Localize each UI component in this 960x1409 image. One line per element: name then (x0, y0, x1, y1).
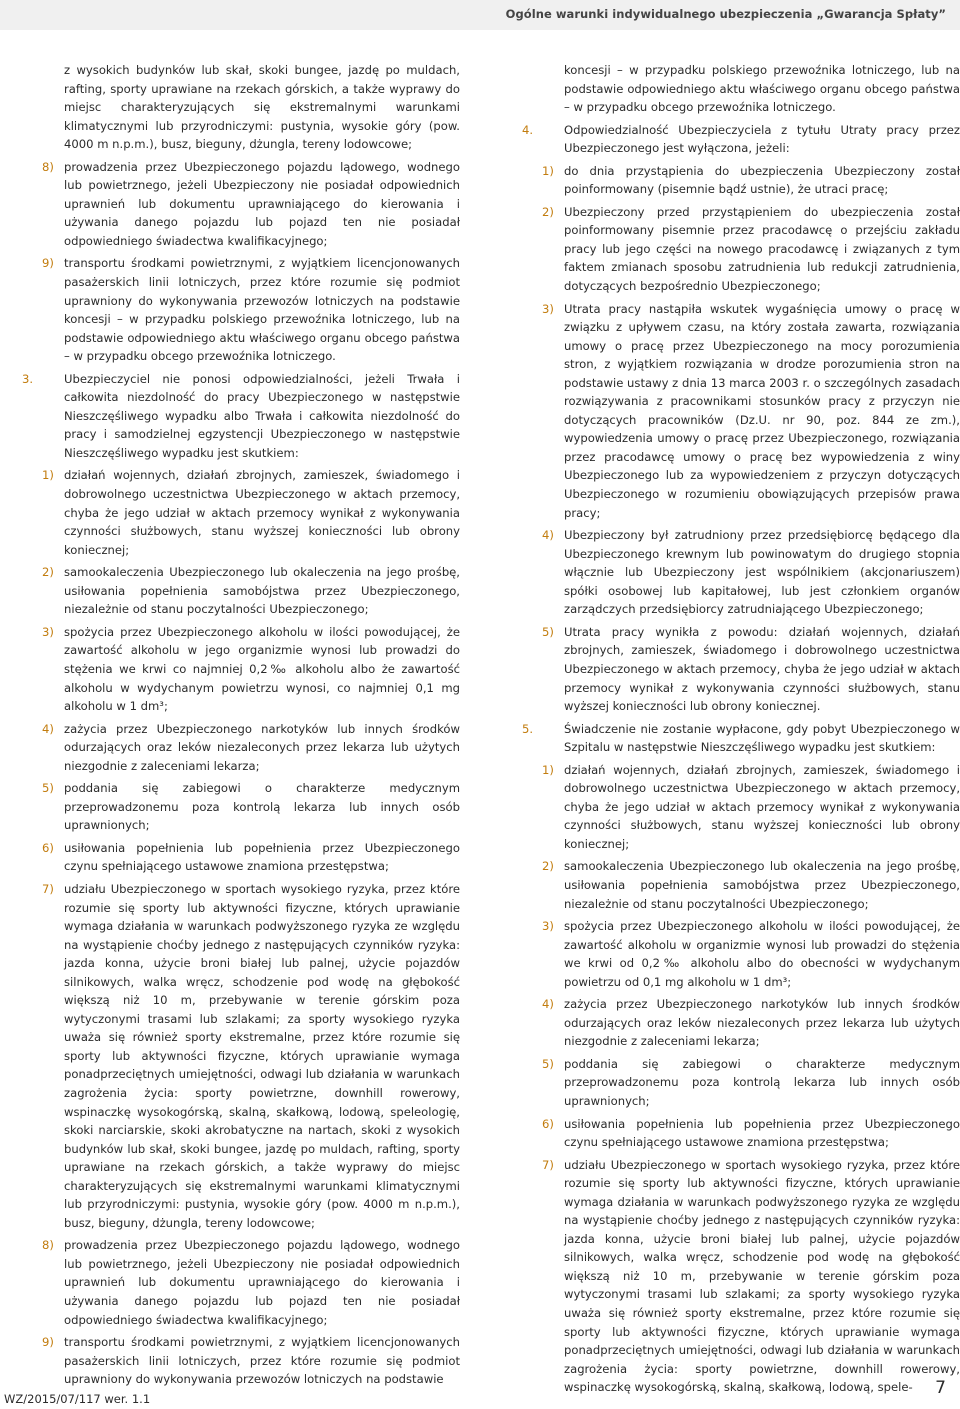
item-text: Utrata pracy wynikła z powodu: działań wojennych, działań zbrojnych, zamieszek, świadomego i dobrowolnego uczestnictwa Ubezpieczonego w aktach przemocy, chyba że jego udział w aktach przemocy wynikał z wykonywania czynności służbowych, stanu wyższej konieczności lub obrony koniecznej. (564, 624, 960, 714)
section-4 (522, 121, 960, 158)
document-title: Ogólne warunki indywidualnego ubezpieczenia „Gwarancja Spłaty” (505, 7, 946, 21)
section-5 (522, 720, 960, 757)
item-text: Utrata pracy nastąpiła wskutek wygaśnięcia umowy o pracę w związku z upływem czasu, na który została zawarta, rozwiązania umowy o pracę przez Ubezpieczonego na mocy porozumienia stron, z wyjątkiem rozwiązania w drodze porozumienia stron na podstawie ustawy z dnia 13 marca 2003 r. o szczególnych zasadach rozwiązywania z pracownikami stosunków pracy z przyczyn nie dotyczących pracowników (Dz.U. nr 90, poz. 844 ze zm.), wypowiedzenia umowy o pracę przez Ubezpieczonego, rozwiązania przez pracodawcę umowy o pracę bez wypowiedzenia z winy Ubezpieczonego lub za wypowiedzeniem z przyczyn dotyczących Ubezpieczonego w rozumieniu obowiązujących przepisów prawa pracy; (564, 301, 960, 520)
item-number: 2) (542, 859, 554, 874)
item-text: spożycia przez Ubezpieczonego alkoholu w ilości powodującej, że zawartość alkoholu w organizmie wynosi lub prowadzi do stężenia we krwi od 0,2‰ alkoholu albo do obecności w wydychanym powietrzu od 0,1 mg alkoholu w 1 dm³; (564, 919, 960, 989)
list-item (42, 254, 460, 365)
item-text: Ubezpieczony był zatrudniony przez przedsiębiorcę będącego dla Ubezpieczonego krewnym lub powinowatym do drugiego stopnia włącznie lub Ubezpieczony jest wspólnikiem (akcjonariuszem) spółki osobowej lub kapitałowej, lub jest członkiem organów zarządczych przedsiębiorcy zatrudniającego Ubezpieczonego; (564, 528, 960, 617)
page-number: 7 (935, 1378, 946, 1398)
section-number: 4. (522, 122, 534, 137)
item-text: udziału Ubezpieczonego w sportach wysokiego ryzyka, przez które rozumie się sporty lub aktywności fizyczne, których uprawianie wymaga działania w warunkach podwyższonego ryzyka ze względu na wystąpienie choćby jednego z następujących czynników ryzyka: jazda konna, użycie broni białej lub palnej, użycie pojazdów silnikowych, walka wręcz, schodzenie pod wodę na głębokość większą niż 10 m, przebywanie w terenie górskim poza wytyczonymi trasami lub szlakami; za sporty wysokiego ryzyka uważa się również sporty ekstremalne, przez które rozumie się sporty lub aktywności fizyczne, których uprawianie wymaga ponadprzeciętnych umiejętności, odwagi lub działania w warunkach zagrożenia życia: sporty powietrzne, downhill rowerowy, wspinaczkę wysokogórską, skalną, skałkową, lodową, speleologię, skoki narciarskie, skoki akrobatyczne na nartach, skoki z wysokich budynków lub skał, skoki bungee, jazdę po muldach, rafting, sporty uprawiane na rzekach górskich, a także wyprawy do miejsc charakteryzujących się ekstremalnymi warunkami klimatycznymi lub przyrodniczymi: pustynia, wysokie góry (pow. 4000 m n.p.m.), busz, bieguny, dżungla, tereny lodowcowe; (64, 881, 460, 1230)
list-item (542, 917, 960, 991)
item-text: prowadzenia przez Ubezpieczonego pojazdu lądowego, wodnego lub powietrznego, jeżeli Ubezpieczony nie posiadał odpowiednich uprawnień lub dokumentu uprawniającego do kierowania i używania danego pojazdu lub pojazd ten nie posiadał odpowiedniego świadectwa kwalifikacyjnego; (64, 1238, 460, 1327)
section-intro: Świadczenie nie zostanie wypłacone, gdy pobyt Ubezpieczonego w Szpitalu w następstwie Nieszczęśliwego wypadku jest skutkiem: (564, 721, 960, 755)
left-column (22, 61, 460, 1393)
list-item (542, 857, 960, 913)
list-item (42, 1333, 460, 1389)
item-text: transportu środkami powietrznymi, z wyjątkiem licencjonowanych pasażerskich linii lotniczych, przez które rozumie się podmiot uprawniony do wykonywania przewozów lotniczych na podstawie koncesji – w przypadku polskiego przewoźnika lotniczego, lub na podstawie odpowiedniego aktu właściwego organu obcego państwa – w przypadku obcego przewoźnika lotniczego. (64, 256, 460, 364)
list-item (42, 158, 460, 251)
item-number: 5) (42, 781, 54, 796)
item-number: 3) (542, 301, 554, 316)
item-text: udziału Ubezpieczonego w sportach wysokiego ryzyka, przez które rozumie się sporty lub aktywności fizyczne, których uprawianie wymaga działania w warunkach podwyższonego ryzyka ze względu na wystąpienie choćby jednego z następujących czynników ryzyka: jazda konna, użycie broni białej lub palnej, użycie pojazdów silnikowych, walka wręcz, schodzenie pod wodę na głębokość większą niż 10 m, przebywanie w terenie górskim poza wytyczonymi trasami lub szlakami; za sporty wysokiego ryzyka uważa się również sporty ekstremalne, przez które rozumie się sporty lub aktywności fizyczne, których uprawianie wymaga ponadprzeciętnych umiejętności, odwagi lub działania w warunkach zagrożenia życia: sporty powietrzne, downhill rowerowy, wspinaczkę wysokogórską, skalną, skałkową, lodową, spele- (564, 1157, 960, 1395)
item-number: 1) (542, 762, 554, 777)
item-text: zażycia przez Ubezpieczonego narkotyków lub innych środków odurzających oraz leków niezaleconych przez lekarza lub użytych niezgodnie z zaleceniami lekarza; (64, 721, 460, 773)
page-header (0, 0, 960, 30)
continued-paragraph: koncesji – w przypadku polskiego przewoźnika lotniczego, lub na podstawie odpowiedniego aktu właściwego organu obcego państwa – w przypadku obcego przewoźnika lotniczego. (564, 63, 960, 115)
item-text: spożycia przez Ubezpieczonego alkoholu w ilości powodującej, że zawartość alkoholu w jego organizmie wynosi lub prowadzi do stężenia we krwi co najmniej 0,2‰ alkoholu albo że zawartość alkoholu w wydychanym powietrzu wynosi, co najmniej 0,1 mg alkoholu w 1 dm³; (64, 624, 460, 714)
section-number: 3. (22, 371, 34, 386)
list-item (542, 623, 960, 716)
list-item (542, 300, 960, 523)
item-number: 8) (42, 159, 54, 174)
list-item (42, 563, 460, 619)
right-column (522, 61, 960, 1401)
section-intro: Ubezpieczyciel nie ponosi odpowiedzialności, jeżeli Trwała i całkowita niezdolność do pracy Ubezpieczonego w następstwie Nieszczęśliwego wypadku albo Trwała i całkowita niezdolność do pracy i samodzielnej egzystencji Ubezpieczonego w następstwie Nieszczęśliwego wypadku jest skutkiem: (64, 371, 460, 460)
item-number: 1) (542, 163, 554, 178)
list-item (542, 526, 960, 619)
item-text: samookaleczenia Ubezpieczonego lub okaleczenia na jego prośbę, usiłowania popełnienia samobójstwa przez Ubezpieczonego, niezależnie od stanu poczytalności Ubezpieczonego; (564, 859, 960, 911)
item-number: 8) (42, 1238, 54, 1253)
item-number: 5) (542, 1056, 554, 1071)
list-item (542, 1115, 960, 1152)
item-text: prowadzenia przez Ubezpieczonego pojazdu lądowego, wodnego lub powietrznego, jeżeli Ubezpieczony nie posiadał odpowiednich uprawnień lub dokumentu uprawniającego do kierowania i używania danego pojazdu lub pojazd ten nie posiadał odpowiedniego świadectwa kwalifikacyjnego; (64, 159, 460, 248)
item-text: usiłowania popełnienia lub popełnienia przez Ubezpieczonego czynu spełniającego ustawowe znamiona przestępstwa; (64, 840, 460, 874)
item-text: poddania się zabiegowi o charakterze medycznym przeprowadzonemu poza kontrolą lekarza lub innych osób uprawnionych; (64, 781, 460, 833)
list-item (542, 761, 960, 854)
section-number: 5. (522, 721, 534, 736)
item-text: zażycia przez Ubezpieczonego narkotyków lub innych środków odurzających oraz leków niezaleconych przez lekarza lub użytych niezgodnie z zaleceniami lekarza; (564, 997, 960, 1049)
list-item (42, 839, 460, 876)
item-text: Ubezpieczony przed przystąpieniem do ubezpieczenia został poinformowany pisemnie przez pracodawcę o przejściu zakładu pracy lub jego części na nowego pracodawcę i związanych z tym faktem zmianach sposobu zatrudnienia lub redukcji zatrudnienia, dotyczących bezpośrednio Ubezpieczonego; (564, 204, 960, 294)
item-text: działań wojennych, działań zbrojnych, zamieszek, świadomego i dobrowolnego uczestnictwa Ubezpieczonego w aktach przemocy, chyba że jego udział w aktach przemocy wynikał z wykonywania czynności służbowych, stanu wyższej konieczności lub obrony koniecznej; (564, 762, 960, 851)
list-item (42, 1236, 460, 1329)
item-number: 4) (542, 997, 554, 1012)
list-item (542, 203, 960, 296)
item-number: 6) (542, 1116, 554, 1131)
list-item (542, 162, 960, 199)
list-item (42, 720, 460, 776)
item-number: 3) (42, 624, 54, 639)
item-text: do dnia przystąpienia do ubezpieczenia Ubezpieczony został poinformowany (pisemnie bądź ustnie), że utraci pracę; (564, 163, 960, 197)
item-number: 9) (42, 1335, 54, 1350)
item-text: transportu środkami powietrznymi, z wyjątkiem licencjonowanych pasażerskich linii lotniczych, przez które rozumie się podmiot uprawniony do wykonywania przewozów lotniczych na podstawie (64, 1335, 460, 1387)
list-item (542, 1055, 960, 1111)
list-item (42, 466, 460, 559)
item-number: 2) (542, 204, 554, 219)
item-number: 7) (42, 881, 54, 896)
item-number: 1) (42, 468, 54, 483)
document-code: WZ/2015/07/117 wer. 1.1 (4, 1392, 151, 1406)
section-intro: Odpowiedzialność Ubezpieczyciela z tytułu Utraty pracy przez Ubezpieczonego jest wyłączona, jeżeli: (564, 122, 960, 156)
list-item (542, 995, 960, 1051)
item-number: 3) (542, 919, 554, 934)
item-number: 2) (42, 565, 54, 580)
item-number: 4) (42, 721, 54, 736)
list-item (542, 1156, 960, 1397)
item-text: poddania się zabiegowi o charakterze medycznym przeprowadzonemu poza kontrolą lekarza lub innych osób uprawnionych; (564, 1056, 960, 1108)
item-number: 7) (542, 1157, 554, 1172)
continued-paragraph: z wysokich budynków lub skał, skoki bungee, jazdę po muldach, rafting, sporty uprawiane na rzekach górskich, a także wyprawy do miejsc charakteryzujących się ekstremalnymi warunkami klimatycznymi lub przyrodniczymi: pustynia, wysokie góry (pow. 4000 m n.p.m.), busz, bieguny, dżungla, tereny lodowcowe; (64, 63, 460, 152)
item-number: 5) (542, 624, 554, 639)
item-number: 9) (42, 256, 54, 271)
list-item (42, 623, 460, 716)
list-item (42, 880, 460, 1232)
item-text: działań wojennych, działań zbrojnych, zamieszek, świadomego i dobrowolnego uczestnictwa Ubezpieczonego w aktach przemocy, chyba że jego udział w aktach przemocy wynikał z wykonywania czynności służbowych, stanu wyższej konieczności lub obrony koniecznej; (64, 468, 460, 557)
item-number: 6) (42, 840, 54, 855)
item-text: usiłowania popełnienia lub popełnienia przez Ubezpieczonego czynu spełniającego ustawowe znamiona przestępstwa; (564, 1116, 960, 1150)
item-text: samookaleczenia Ubezpieczonego lub okaleczenia na jego prośbę, usiłowania popełnienia samobójstwa przez Ubezpieczonego, niezależnie od stanu poczytalności Ubezpieczonego; (64, 565, 460, 617)
list-item (42, 779, 460, 835)
section-3 (22, 370, 460, 463)
item-number: 4) (542, 528, 554, 543)
